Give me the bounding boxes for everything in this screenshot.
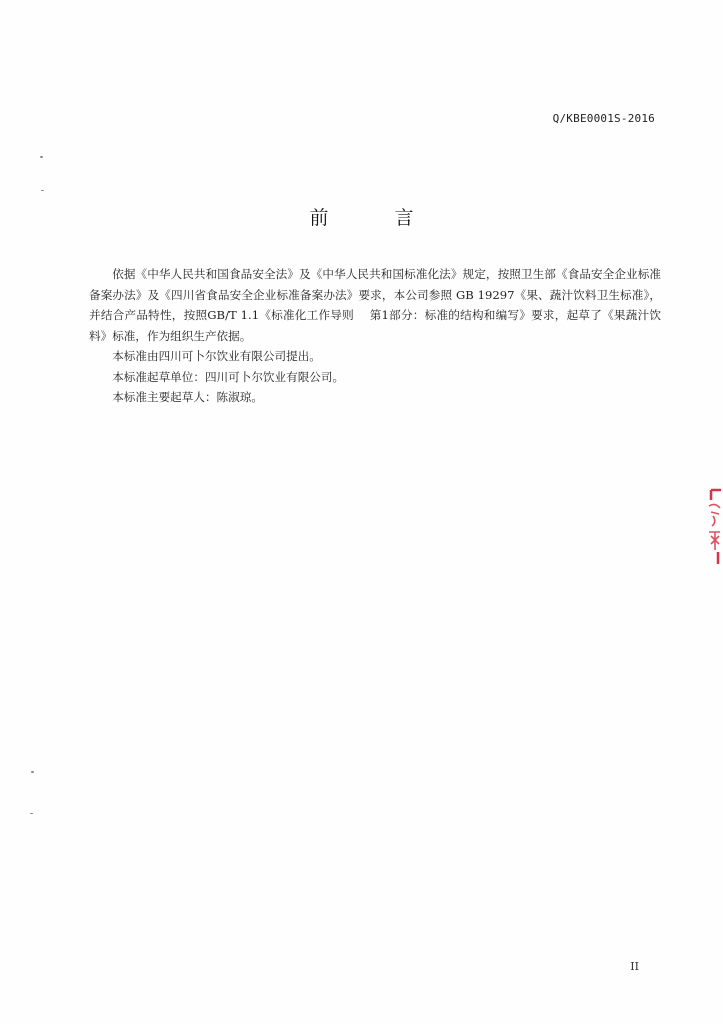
paragraph-proposer: 本标准由四川可卜尔饮业有限公司提出。 [112, 349, 321, 363]
scan-speck [30, 813, 33, 814]
scan-speck [40, 156, 43, 158]
seal-stamp-edge [703, 488, 723, 566]
page-number: II [630, 960, 639, 973]
page-title: 前 言 [309, 207, 444, 229]
standard-code: Q/KBE0001S-2016 [552, 112, 655, 125]
paragraph-drafting-unit: 本标准起草单位：四川可卜尔饮业有限公司。 [112, 369, 345, 384]
paragraph-basis: 依据《中华人民共和国食品安全法》及《中华人民共和国标准化法》规定，按照卫生部《食品安全企业标准备案办法》及《四川省食品安全企业标准备案办法》要求，本公司参照 GB 19297《果、蔬汁饮料卫生标准》，并结合产品特性，按照GB/T 1.1《标准化工作导则 第1部分：标准的结构和编写》要求，起草了《果蔬汁饮料》标准，作为组织生产依据。 [89, 267, 661, 343]
scan-speck [31, 771, 34, 773]
paragraph-drafter: 本标准主要起草人：陈淑琼。 [112, 390, 263, 404]
scan-speck [41, 190, 44, 191]
preface-body [89, 264, 661, 408]
